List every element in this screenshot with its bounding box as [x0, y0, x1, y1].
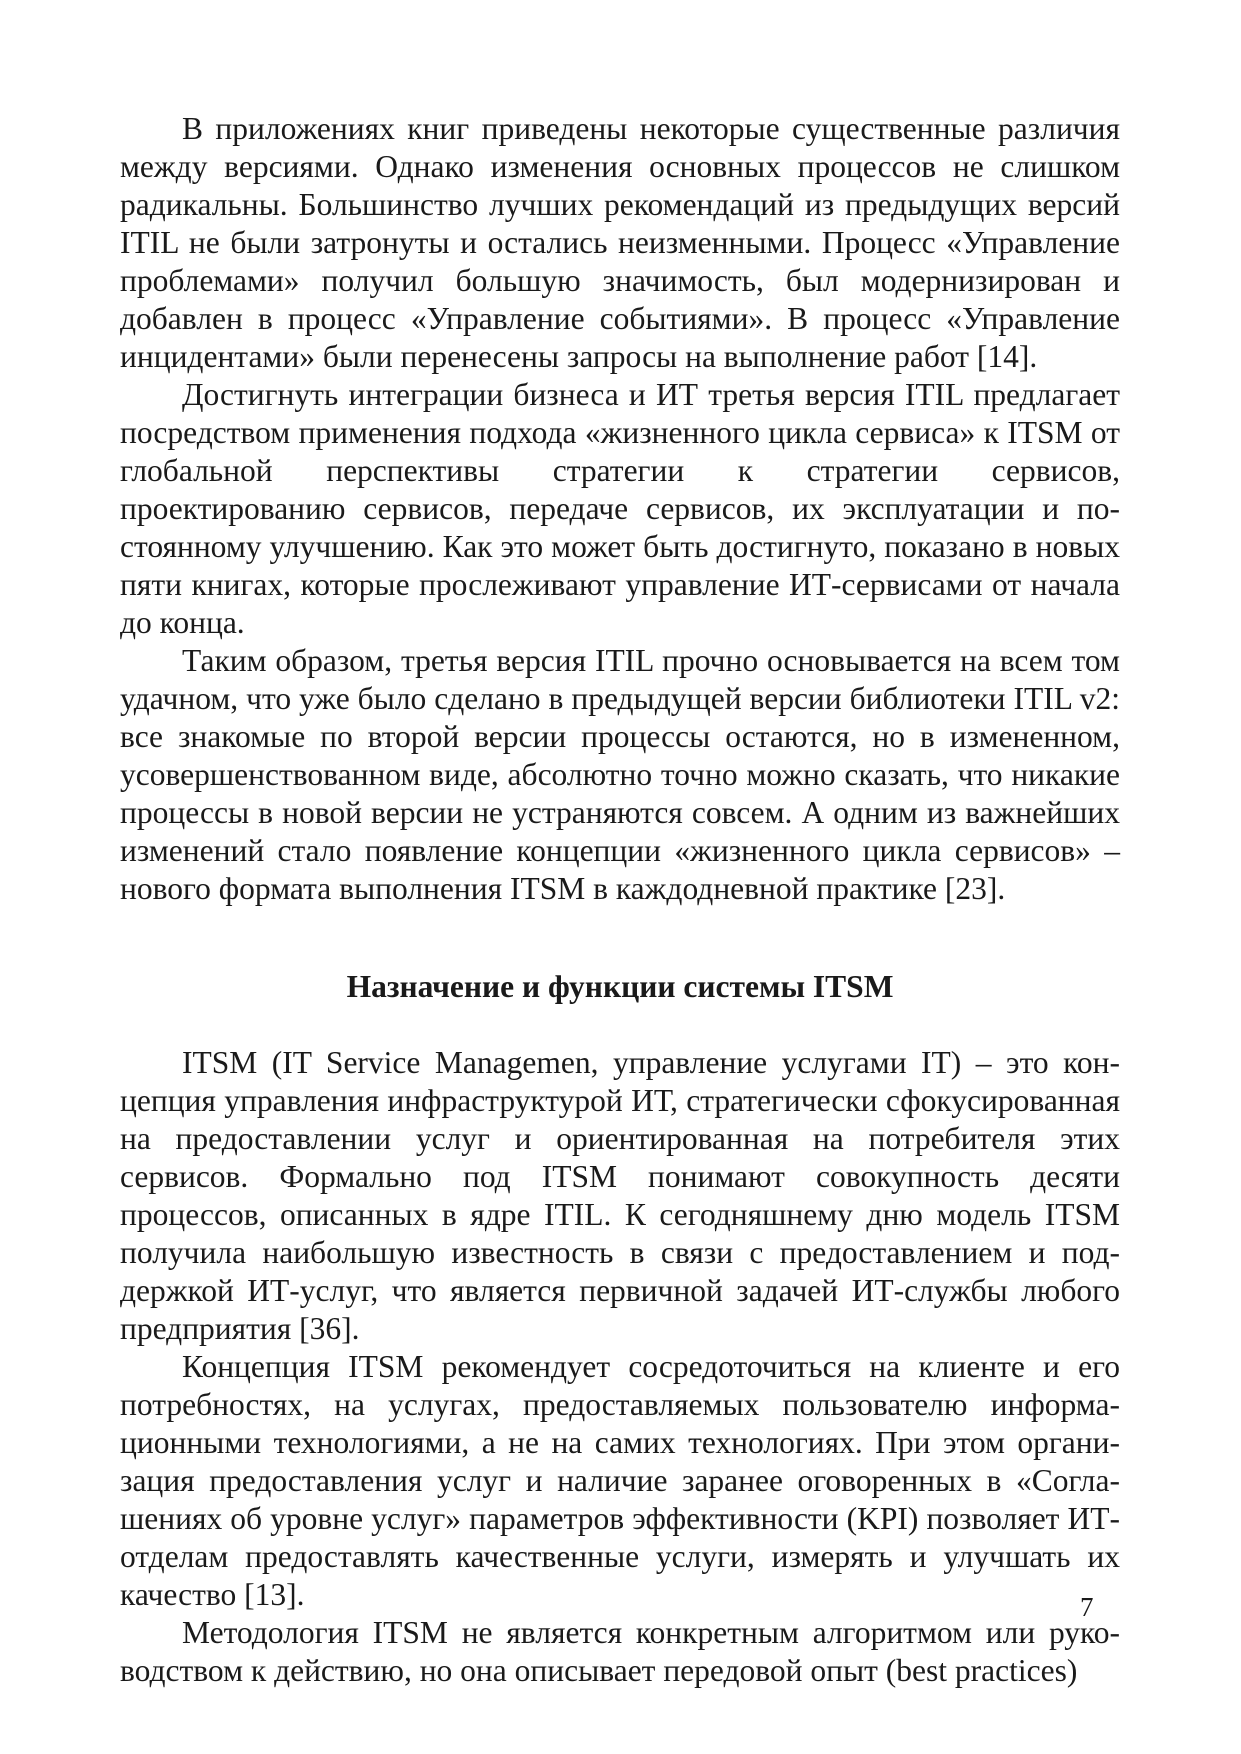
page-content	[120, 110, 1120, 1690]
paragraph-changes-between-versions: В приложениях книг приведены некоторые существенные различия между версиями. Однако изменения основных процессов не слишком радикальны. Большинство лучших рекомендаций из предыдущих версий ITIL не были затронуты и остались неизменными. Процесс «Управление проблемами» получил большую значимость, был модернизирован и добавлен в процесс «Управление событиями». В процесс «Управление инцидентами» были перенесены запросы на выполнение работ [14].	[120, 111, 1120, 374]
paragraph-itil-v3-foundation: Таким образом, третья версия ITIL прочно основывается на всем том удачном, что уже было сделано в предыдущей версии библиотеки ITIL v2: все знакомые по второй версии процессы остаются, но в измененном, усовершенствованном виде, абсолютно точно можно сказать, что никакие процессы в новой версии не устраняются совсем. А одним из важнейших изменений стало появление концепции «жизненного цикла сервисов» – нового формата выполнения ITSM в каждодневной практике [23].	[120, 643, 1120, 906]
paragraph-business-it-integration: Достигнуть интеграции бизнеса и ИТ третья версия ITIL предлагает посредством применения подхода «жизненного цикла сервиса» к ITSM от глобальной перспективы стратегии к стратегии сервисов, проектированию сервисов, передаче сервисов, их эксплуатации и постоянному улучшению. Как это может быть достигнуто, показано в новых пяти книгах, которые прослеживают управление ИТ-сервисами от начала до конца.	[120, 377, 1120, 640]
paragraph-itsm-concept: Концепция ITSM рекомендует сосредоточиться на клиенте и его потребностях, на услугах, предоставляемых пользователю информационными технологиями, а не на самих технологиях. При этом организация предоставления услуг и наличие заранее оговоренных в «Соглашениях об уровне услуг» параметров эффективности (KPI) позволяет ИТ-отделам предоставлять качественные услуги, измерять и улучшать их качество [13].	[120, 1349, 1120, 1612]
page-number: 7	[1080, 1592, 1094, 1622]
paragraph-itsm-definition: ITSM (IT Service Managemen, управление услугами IT) – это концепция управления инфраструктурой ИТ, стратегически сфокусированная на предоставлении услуг и ориентированная на потребителя этих сервисов. Формально под ITSM понимают совокупность десяти процессов, описанных в ядре ITIL. К сегодняшнему дню модель ITSM получила наибольшую известность в связи с предоставлением и поддержкой ИТ-услуг, что является первичной задачей ИТ-службы любого предприятия [36].	[120, 1045, 1120, 1346]
paragraph-itsm-methodology: Методология ITSM не является конкретным алгоритмом или руководством к действию, но она описывает передовой опыт (best practices)	[120, 1615, 1120, 1688]
section-heading: Назначение и функции системы ITSM	[346, 969, 894, 1004]
